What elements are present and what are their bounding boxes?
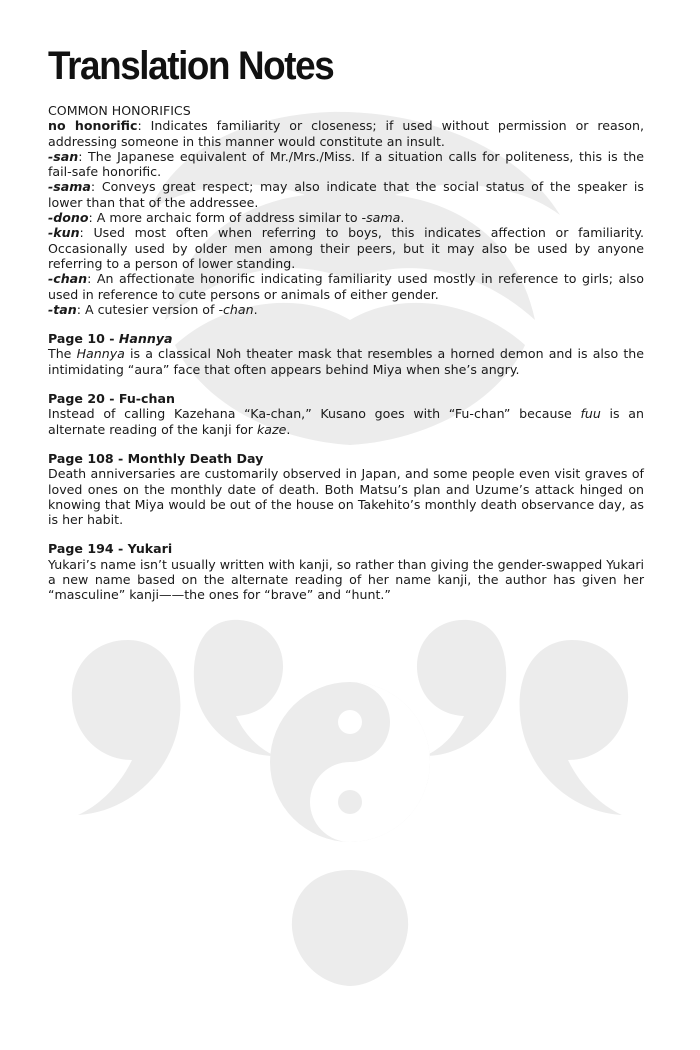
honorific-entry: -kun: Used most often when referring to boys, this indicates affection or familiarity. Occasionally used by older men among their peers, but it may also be used by anyone referring to a person of lower standing. xyxy=(48,225,644,271)
center-left-comma-shape xyxy=(194,620,283,756)
note-fu-chan xyxy=(48,391,644,437)
note-body: Instead of calling Kazehana “Ka-chan,” Kusano goes with “Fu-chan” because fuu is an alternate reading of the kanji for kaze. xyxy=(48,406,644,437)
page-title: Translation Notes xyxy=(48,44,334,88)
honorific-entry: -chan: An affectionate honorific indicating familiarity used mostly in reference to girls; also used in reference to cute persons or animals of either gender. xyxy=(48,271,644,302)
note-heading: Page 10 - Hannya xyxy=(48,331,173,347)
right-comma-shape xyxy=(520,640,629,815)
honorific-entry: -tan: A cutesier version of -chan. xyxy=(48,301,258,317)
honorifics-section xyxy=(48,103,644,317)
note-body: The Hannya is a classical Noh theater mask that resembles a horned demon and is also the intimidating “aura” face that often appears behind Miya when she’s angry. xyxy=(48,346,644,377)
note-heading: Page 194 - Yukari xyxy=(48,541,173,557)
left-comma-shape xyxy=(72,640,181,815)
honorific-entry: -dono: A more archaic form of address similar to -sama. xyxy=(48,210,405,226)
center-right-comma-shape xyxy=(417,620,506,756)
honorific-entry: no honorific: Indicates familiarity or closeness; if used without permission or reason, addressing someone in this manner would constitute an insult. xyxy=(48,118,644,149)
third-comma-shape xyxy=(292,870,408,986)
translation-notes-page xyxy=(48,44,644,603)
note-body: Yukari’s name isn’t usually written with kanji, so rather than giving the gender-swapped Yukari a new name based on the alternate reading of her name kanji, the author has given her “masculine” kanji——the ones for “brave” and “hunt.” xyxy=(48,556,644,603)
honorific-entry: -san: The Japanese equivalent of Mr./Mrs./Miss. If a situation calls for politeness, this is the fail-safe honorific. xyxy=(48,148,644,180)
note-body: Death anniversaries are customarily observed in Japan, and some people even visit graves of loved ones on the monthly date of death. Both Matsu’s plan and Uzume’s attack hinged on knowing that Miya would be out of the house on Takehito’s monthly death observance day, as is her habit. xyxy=(48,466,644,528)
note-heading: Page 20 - Fu-chan xyxy=(48,391,175,407)
note-heading: Page 108 - Monthly Death Day xyxy=(48,450,264,466)
note-monthly-death-day xyxy=(48,451,644,527)
honorifics-heading: COMMON HONORIFICS xyxy=(48,103,191,118)
honorific-entry: -sama: Conveys great respect; may also indicate that the social status of the speaker is lower than that of the addressee. xyxy=(48,179,644,210)
note-hannya xyxy=(48,331,644,377)
note-yukari xyxy=(48,541,644,602)
